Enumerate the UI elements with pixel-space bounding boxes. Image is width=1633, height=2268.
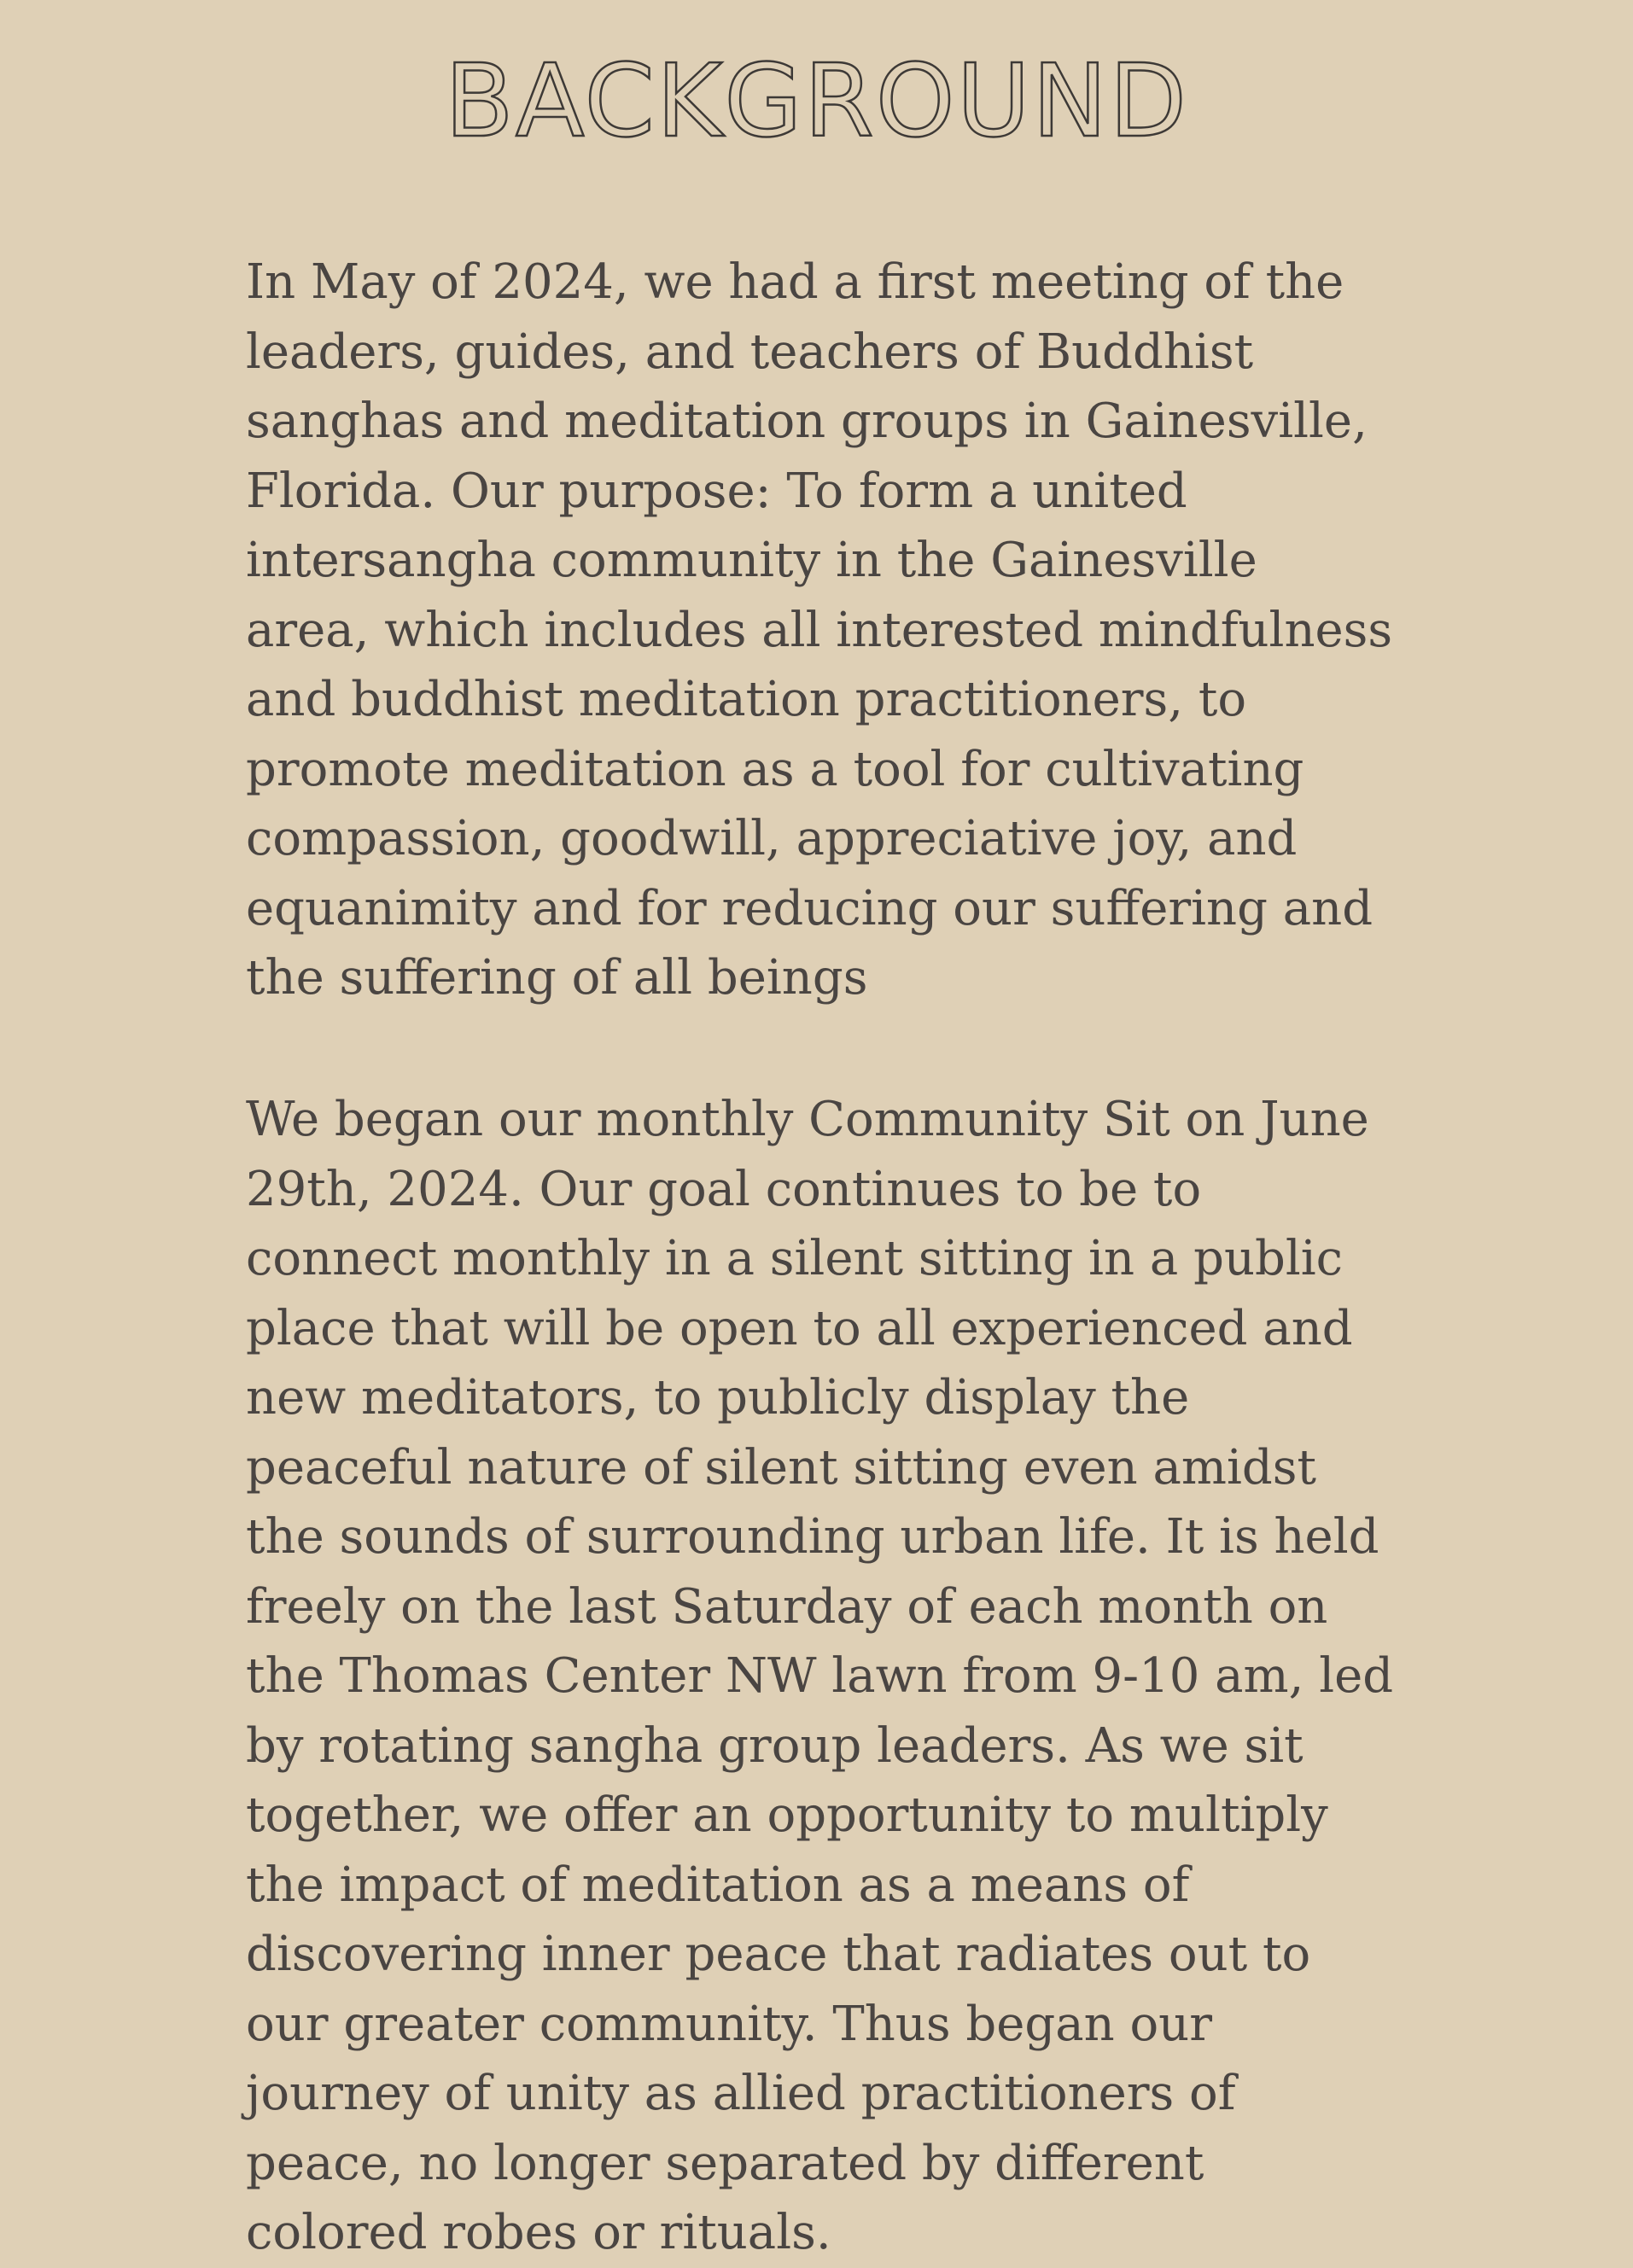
section-heading: BACKGROUND bbox=[444, 42, 1189, 160]
intro-paragraph: In May of 2024, we had a first meeting of the leaders, guides, and teachers of Buddhist sanghas and meditation groups in Gainesville, Florida. Our purpose: To form a united intersangha community in the Gainesville area, which includes all interested mindfulness and buddhist meditation practitioners, to promote meditation as a tool for cultivating compassion, goodwill, appreciative joy, and equanimity and for reducing our suffering and the suffering of all beings bbox=[246, 254, 1393, 1006]
community-sit-paragraph: We began our monthly Community Sit on June 29th, 2024. Our goal continues to be to connect monthly in a silent sitting in a public place that will be open to all experienced and new meditators, to publicly display the peaceful nature of silent sitting even amidst the sounds of surrounding urban life. It is held freely on the last Saturday of each month on the Thomas Center NW lawn from 9-10 am, led by rotating sangha group leaders. As we sit together, we offer an opportunity to multiply the impact of meditation as a means of discovering inner peace that radiates out to our greater community. Thus began our journey of unity as allied practitioners of peace, no longer separated by different colored robes or rituals. bbox=[246, 1092, 1394, 2260]
